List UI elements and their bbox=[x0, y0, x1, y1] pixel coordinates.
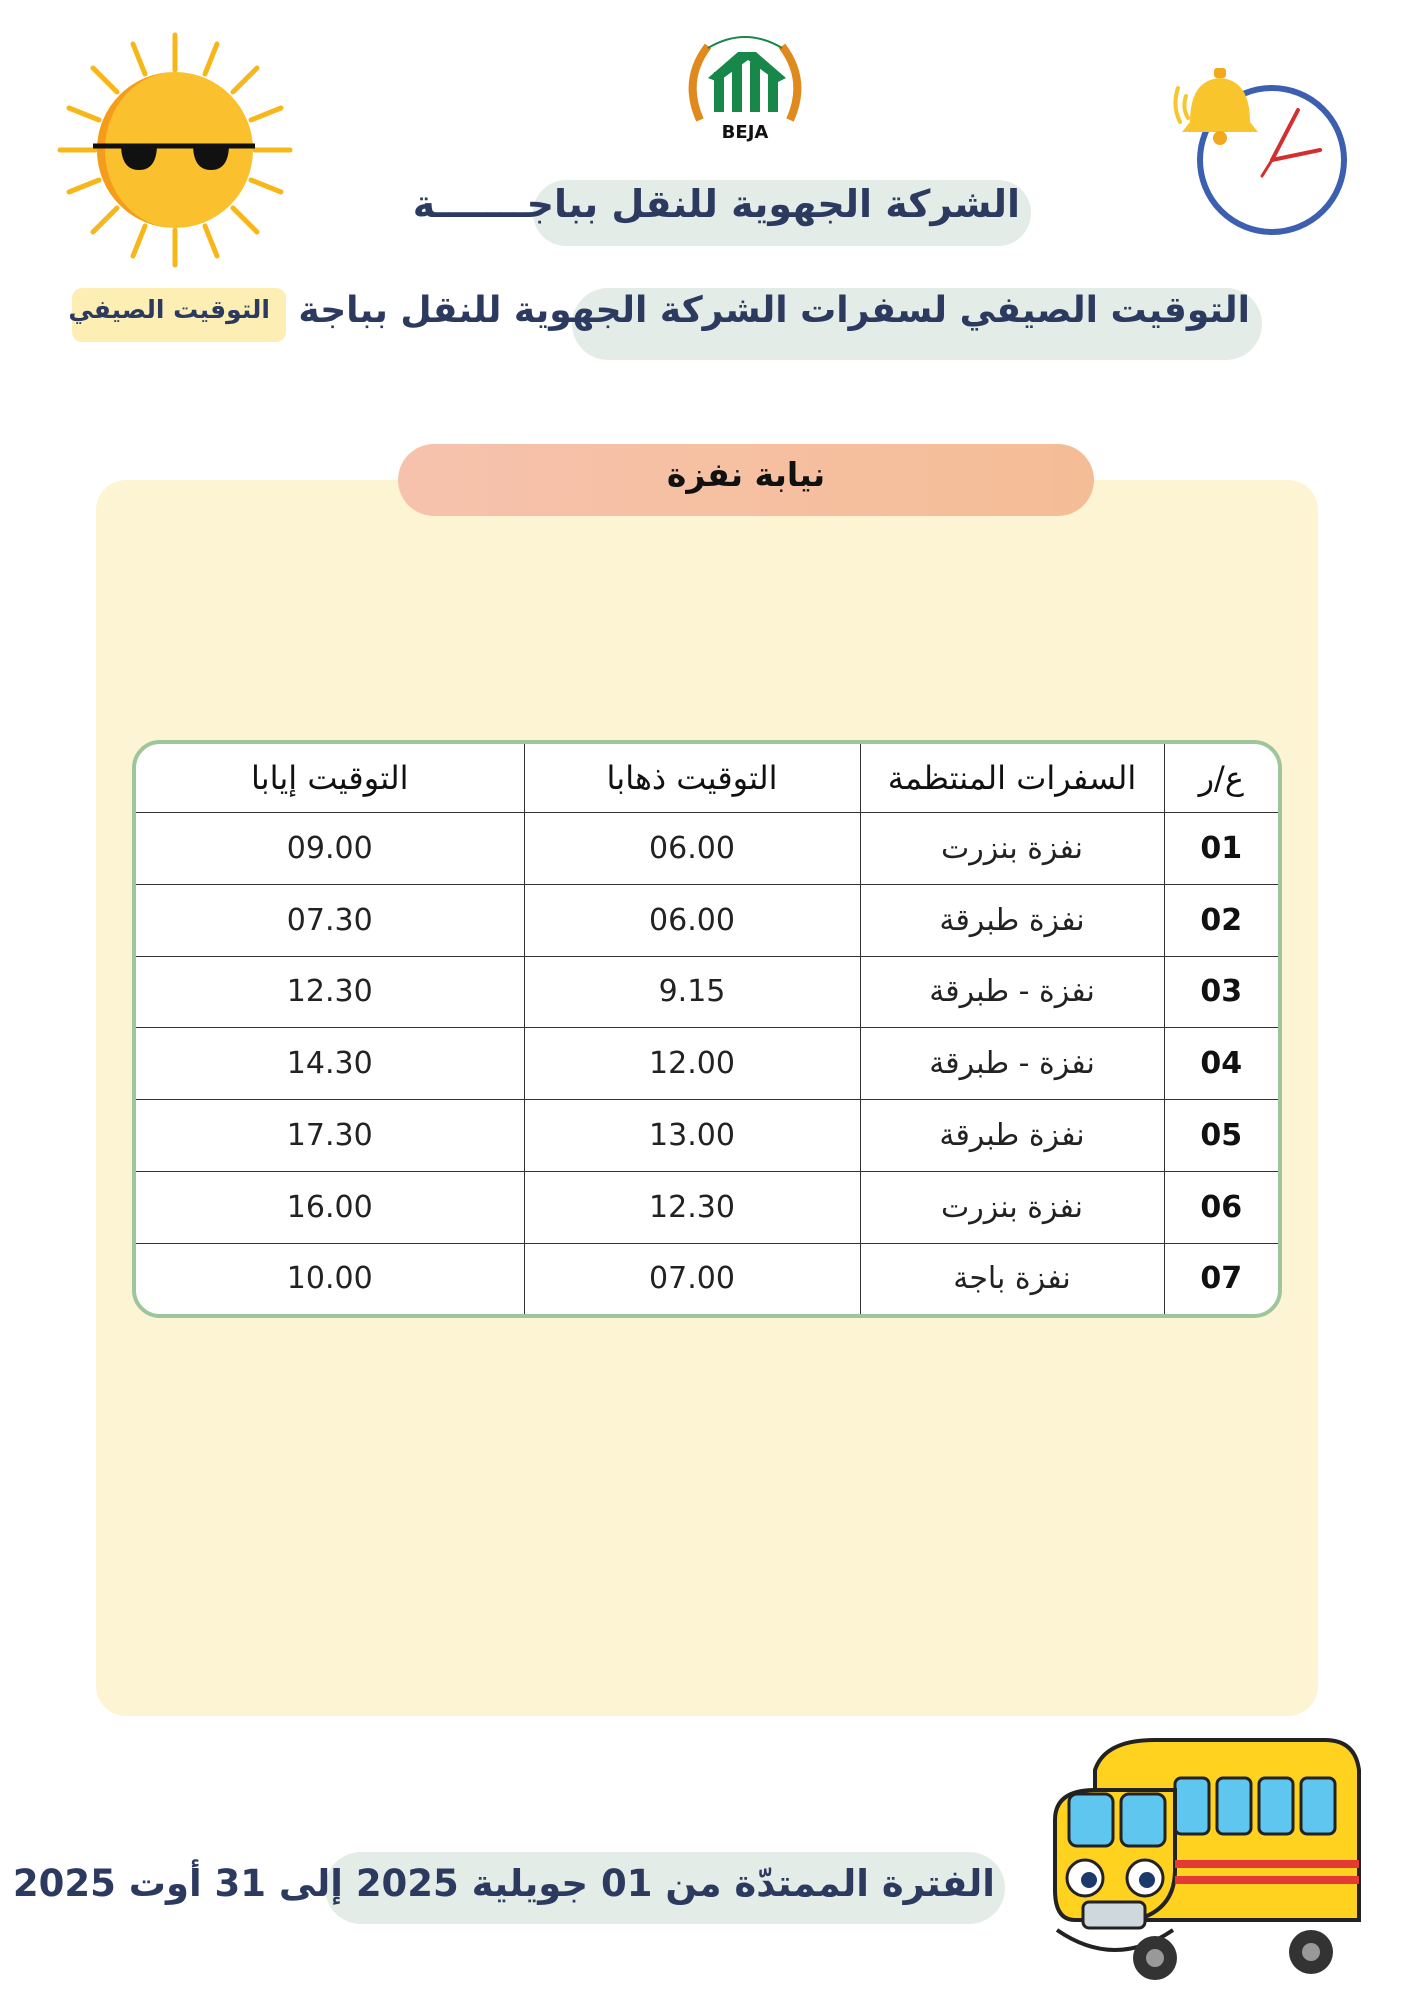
row-route: نفزة بنزرت bbox=[860, 1171, 1164, 1243]
header-route: السفرات المنتظمة bbox=[860, 744, 1164, 813]
svg-text:BEJA: BEJA bbox=[721, 122, 769, 143]
row-route: نفزة باجة bbox=[860, 1243, 1164, 1314]
company-logo bbox=[680, 28, 810, 146]
row-return: 10.00 bbox=[136, 1243, 524, 1314]
row-route: نفزة طبرقة bbox=[860, 884, 1164, 956]
row-route: نفزة - طبرقة bbox=[860, 956, 1164, 1028]
header-number: ع/ر bbox=[1164, 744, 1278, 813]
alarm-clock-icon bbox=[1170, 50, 1350, 240]
row-return: 17.30 bbox=[136, 1100, 524, 1172]
header-departure: التوقيت ذهابا bbox=[524, 744, 860, 813]
row-number: 03 bbox=[1164, 956, 1278, 1028]
row-departure: 07.00 bbox=[524, 1243, 860, 1314]
row-route: نفزة - طبرقة bbox=[860, 1028, 1164, 1100]
table-header-row bbox=[136, 744, 1278, 813]
row-departure: 06.00 bbox=[524, 884, 860, 956]
schedule-table bbox=[132, 740, 1282, 1318]
table-row bbox=[136, 1028, 1278, 1100]
row-number: 04 bbox=[1164, 1028, 1278, 1100]
company-name: الشركة الجهوية للنقل بباجـــــــة bbox=[412, 182, 1020, 226]
row-return: 16.00 bbox=[136, 1171, 524, 1243]
header-return: التوقيت إيابا bbox=[136, 744, 524, 813]
table-row bbox=[136, 813, 1278, 885]
row-number: 07 bbox=[1164, 1243, 1278, 1314]
sun-with-sunglasses-icon bbox=[55, 30, 295, 270]
row-return: 12.30 bbox=[136, 956, 524, 1028]
table-row bbox=[136, 1171, 1278, 1243]
row-return: 09.00 bbox=[136, 813, 524, 885]
row-departure: 9.15 bbox=[524, 956, 860, 1028]
table-row bbox=[136, 1100, 1278, 1172]
row-return: 14.30 bbox=[136, 1028, 524, 1100]
row-departure: 12.30 bbox=[524, 1171, 860, 1243]
row-number: 06 bbox=[1164, 1171, 1278, 1243]
page-title: التوقيت الصيفي لسفرات الشركة الجهوية للنقل بباجة bbox=[298, 290, 1250, 331]
row-number: 05 bbox=[1164, 1100, 1278, 1172]
row-departure: 06.00 bbox=[524, 813, 860, 885]
row-route: نفزة طبرقة bbox=[860, 1100, 1164, 1172]
office-name: نيابة نفزة bbox=[666, 455, 826, 494]
row-number: 01 bbox=[1164, 813, 1278, 885]
summer-label: التوقيت الصيفي bbox=[68, 295, 270, 324]
table-row bbox=[136, 884, 1278, 956]
row-route: نفزة بنزرت bbox=[860, 813, 1164, 885]
period-text: الفترة الممتدّة من 01 جويلية 2025 إلى 31 أوت 2025 bbox=[12, 1862, 995, 1905]
row-return: 07.30 bbox=[136, 884, 524, 956]
school-bus-icon bbox=[1035, 1730, 1375, 1990]
row-departure: 12.00 bbox=[524, 1028, 860, 1100]
table-row bbox=[136, 1243, 1278, 1314]
row-departure: 13.00 bbox=[524, 1100, 860, 1172]
table-row bbox=[136, 956, 1278, 1028]
row-number: 02 bbox=[1164, 884, 1278, 956]
